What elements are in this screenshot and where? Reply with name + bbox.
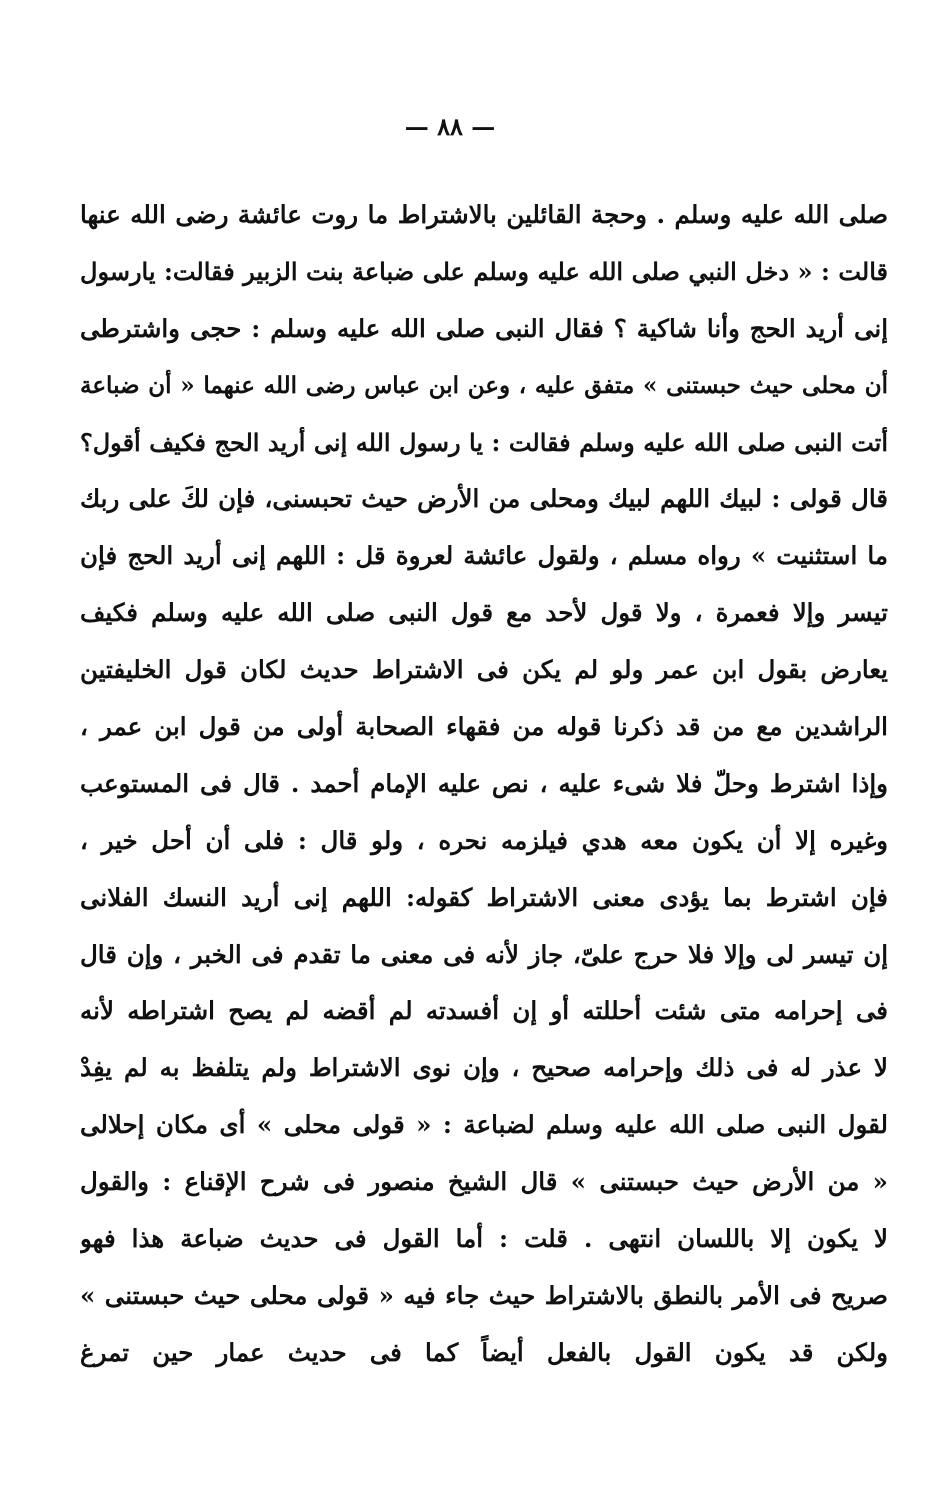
text-line: صلى الله عليه وسلم . وحجة القائلين بالاشتراط ما روت عائشة رضى الله عنها (80, 200, 888, 229)
text-line: فإن اشترط بما يؤدى معنى الاشتراط كقوله: اللهم إنى أريد النسك الفلانى (80, 882, 888, 912)
text-line: قالت : « دخل النبي صلى الله عليه وسلم على ضباعة بنت الزبير فقالت: يارسول (80, 256, 888, 286)
text-line: « من الأرض حيث حبستنى » قال الشيخ منصور فى شرح الإقناع : والقول (80, 1167, 888, 1197)
text-line: ما استثنيت » رواه مسلم ، ولقول عائشة لعروة قل : اللهم إنى أريد الحج فإن (80, 541, 888, 571)
page-number: — ٨٨ — (404, 112, 496, 141)
text-line: صريح فى الأمر بالنطق بالاشتراط حيث جاء فيه « قولى محلى حيث حبستنى » (80, 1280, 888, 1310)
text-line: قال قولى : لبيك اللهم لبيك ومحلى من الأرض حيث تحبسنى، فإن لكَ على ربك (80, 484, 888, 514)
text-line: تيسر وإلا فعمرة ، ولا قول لأحد مع قول النبى صلى الله عليه وسلم فكيف (80, 598, 888, 628)
text-line: أتت النبى صلى الله عليه وسلم فقالت : يا رسول الله إنى أريد الحج فكيف أقول؟ (80, 427, 888, 457)
text-line: أن محلى حيث حبستنى » متفق عليه ، وعن ابن عباس رضى الله عنهما « أن ضباعة (80, 371, 888, 399)
text-line: لا عذر له فى ذلك وإحرامه صحيح ، وإن نوى الاشتراط ولم يتلفظ به لم يفِدْ (80, 1053, 888, 1083)
text-line: ولكن قد يكون القول بالفعل أيضاً كما فى حديث عمار حين تمرغ (80, 1337, 888, 1367)
text-line: إن تيسر لى وإلا فلا حرج علىّ، جاز لأنه فى معنى ما تقدم فى الخبر ، وإن قال (80, 939, 888, 969)
text-line: لقول النبى صلى الله عليه وسلم لضباعة : « قولى محلى » أى مكان إحلالى (80, 1110, 888, 1140)
text-line: الراشدين مع من قد ذكرنا قوله من فقهاء الصحابة أولى من قول ابن عمر ، (80, 712, 888, 742)
text-line: إنى أريد الحج وأنا شاكية ؟ فقال النبى صلى الله عليه وسلم : حجى واشترطى (80, 313, 888, 343)
text-line: وغيره إلا أن يكون معه هدي فيلزمه نحره ، ولو قال : فلى أن أحل خير ، (80, 825, 888, 855)
body-text (80, 187, 888, 1382)
text-line: يعارض بقول ابن عمر ولو لم يكن فى الاشتراط حديث لكان قول الخليفتين (80, 655, 888, 685)
text-line: فى إحرامه متى شئت أحللته أو إن أفسدته لم أقضه لم يصح اشتراطه لأنه (80, 996, 888, 1026)
text-line: لا يكون إلا باللسان انتهى . قلت : أما القول فى حديث ضباعة هذا فهو (80, 1224, 888, 1254)
text-line: وإذا اشترط وحلّ فلا شىء عليه ، نص عليه الإمام أحمد . قال فى المستوعب (80, 768, 888, 798)
